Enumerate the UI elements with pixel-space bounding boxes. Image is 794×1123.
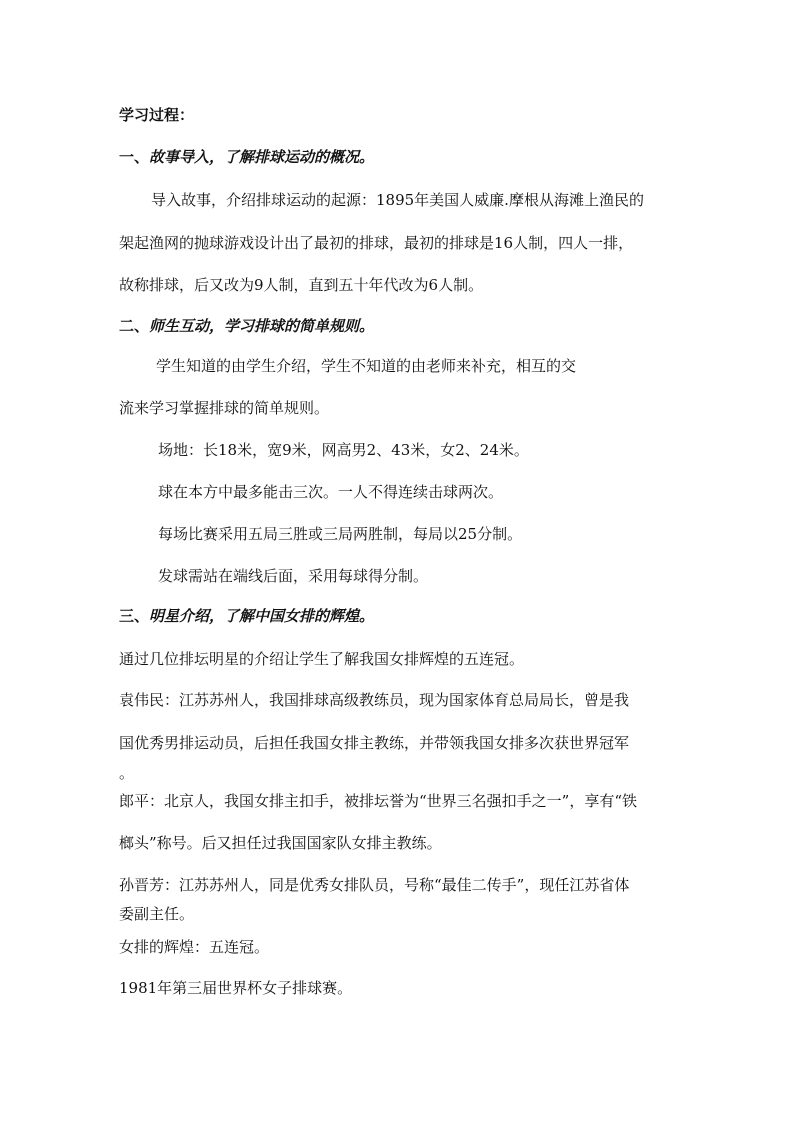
page-title: 学习过程： [119, 106, 195, 124]
paragraph-line: 袁伟民：江苏苏州人，我国排球高级教练员，现为国家体育总局局长，曾是我 [119, 691, 630, 709]
rule-item: 球在本方中最多能击三次。一人不得连续击球两次。 [158, 483, 504, 501]
paragraph-line: 架起渔网的抛球游戏设计出了最初的排球，最初的排球是16人制，四人一排， [119, 234, 634, 252]
paragraph-line: 榔头”称号。后又担任过我国国家队女排主教练。 [119, 834, 442, 852]
paragraph-line: 女排的辉煌：五连冠。 [119, 938, 270, 956]
section-heading-1 [119, 147, 374, 167]
section-title: 明星介绍，了解中国女排的辉煌。 [149, 607, 375, 625]
paragraph-line: 学生知道的由学生介绍，学生不知道的由老师来补充，相互的交 [156, 357, 577, 375]
rule-item: 发球需站在端线后面，采用每球得分制。 [158, 567, 429, 585]
rule-item: 场地：长18米，宽9米，网高男2、43米，女2、24米。 [158, 441, 529, 459]
section-heading-2 [119, 316, 374, 336]
section-number: 二、 [119, 317, 150, 335]
paragraph-line: 委副主任。 [119, 905, 195, 923]
section-number: 一、 [119, 148, 150, 166]
paragraph-line: 故称排球，后又改为9人制，直到五十年代改为6人制。 [119, 276, 484, 294]
paragraph-line: 流来学习掌握排球的简单规则。 [119, 399, 330, 417]
paragraph-line: 孙晋芳：江苏苏州人，同是优秀女排队员，号称“最佳二传手”，现任江苏省体 [119, 876, 630, 894]
paragraph-line: 。 [119, 764, 135, 782]
paragraph-line: 导入故事，介绍排球运动的起源：1895年美国人威廉.摩根从海滩上渔民的 [151, 191, 644, 209]
section-title: 师生互动，学习排球的简单规则。 [149, 317, 375, 335]
paragraph-line: 通过几位排坛明星的介绍让学生了解我国女排辉煌的五连冠。 [119, 650, 525, 668]
section-heading-3 [119, 606, 374, 626]
rule-item: 每场比赛采用五局三胜或三局两胜制，每局以25分制。 [158, 525, 523, 543]
paragraph-line: 郎平：北京人，我国女排主扣手，被排坛誉为“世界三名强扣手之一”，享有“铁 [119, 792, 638, 810]
section-number: 三、 [119, 607, 150, 625]
paragraph-line: 国优秀男排运动员，后担任我国女排主教练，并带领我国女排多次获世界冠军 [119, 734, 630, 752]
section-title: 故事导入，了解排球运动的概况。 [149, 148, 375, 166]
paragraph-line: 1981年第三届世界杯女子排球赛。 [119, 979, 353, 997]
